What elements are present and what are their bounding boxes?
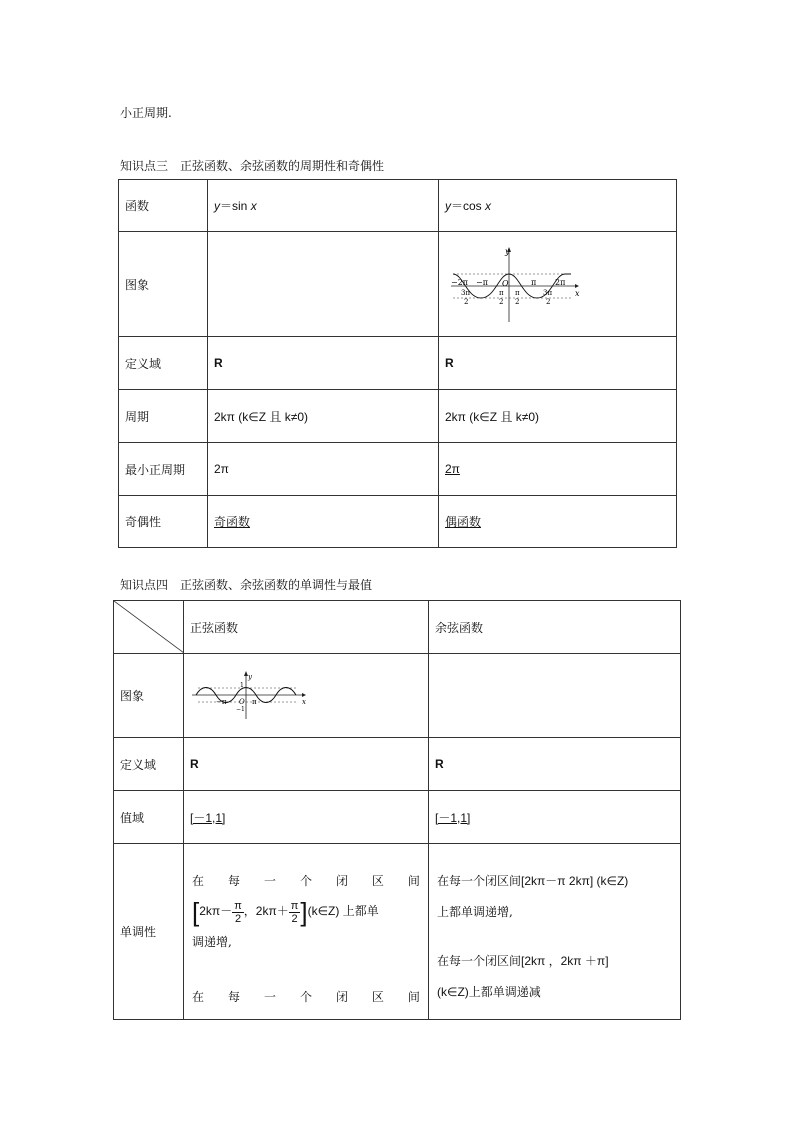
cos-graph-cell xyxy=(439,232,677,337)
range-cos: [－1,1] xyxy=(435,810,471,825)
cos-tick-n3pi2-num: 3π xyxy=(461,289,471,297)
cos-tick-npi2-num: π xyxy=(499,289,504,297)
mono-cos-line3: 在每一个闭区间[2kπ ，2kπ ＋π] xyxy=(437,954,609,968)
sin-graph xyxy=(190,671,310,721)
cos-y-label: y xyxy=(505,247,510,256)
sin-origin-label: O xyxy=(239,697,245,706)
range-sin: [－1,1] xyxy=(190,810,226,825)
section4-table xyxy=(113,600,681,1020)
cos-graph-cell-2 xyxy=(429,654,681,738)
parity-label: 奇偶性 xyxy=(119,496,208,548)
range-label: 值域 xyxy=(114,791,184,844)
period-label: 周期 xyxy=(119,390,208,443)
diagonal-line xyxy=(114,601,184,653)
section3-title: 知识点三 正弦函数、余弦函数的周期性和奇偶性 xyxy=(120,159,385,173)
diagonal-header-cell xyxy=(114,601,184,654)
mono-sin-line1: 在 每 一 个 闭 区 间 xyxy=(192,874,420,888)
sin-tick-pi: π xyxy=(252,697,257,706)
sin-tick-neg-one: −1 xyxy=(236,705,245,713)
cos-tick-pi2-den: 2 xyxy=(515,298,520,306)
period-cos: 2kπ (k∈Z 且 k≠0) xyxy=(439,390,677,443)
cos-graph xyxy=(445,244,585,324)
mono-cos-line2: 上都单调递增, xyxy=(437,905,513,919)
mono-cos-cell xyxy=(429,844,681,1020)
cos-tick-pi: π xyxy=(531,278,537,287)
parity-cos: 偶函数 xyxy=(445,515,482,529)
sin-y-label: y xyxy=(248,672,252,681)
section3-table xyxy=(118,179,677,548)
cos-tick-pi2-num: π xyxy=(515,289,520,297)
mono-sin-line4: 在 每 一 个 闭 区 间 xyxy=(192,990,420,1004)
graph-label-2: 图象 xyxy=(114,654,184,738)
graph-label: 图象 xyxy=(119,232,208,337)
monotonicity-label: 单调性 xyxy=(114,844,184,1020)
sin-tick-npi: −π xyxy=(216,697,227,706)
section4-title: 知识点四 正弦函数、余弦函数的单调性与最值 xyxy=(120,578,373,592)
domain-label: 定义域 xyxy=(119,337,208,390)
domain-cos: R xyxy=(439,337,677,390)
sin-graph-cell xyxy=(208,232,439,337)
cos-origin-label: O xyxy=(502,279,509,288)
mono-cos-line4: (k∈Z)上都单调递减 xyxy=(437,985,541,999)
domain-sin-2: R xyxy=(184,738,429,791)
domain-cos-2: R xyxy=(429,738,681,791)
mono-sin-line3: 调递增, xyxy=(192,935,232,949)
cos-tick-3pi2-num: 3π xyxy=(543,289,553,297)
sin-tick-one: 1 xyxy=(240,681,244,689)
mono-cos-line1: 在每一个闭区间[2kπ－π 2kπ] (k∈Z) xyxy=(437,874,629,888)
mono-sin-cell xyxy=(184,844,429,1020)
cos-tick-n2pi: −2π xyxy=(451,278,469,287)
header-sin: y＝sin x xyxy=(208,180,439,232)
intro-text: 小正周期. xyxy=(120,106,172,120)
minperiod-sin: 2π xyxy=(208,443,439,496)
cos-tick-npi2-den: 2 xyxy=(499,298,504,306)
header-cos: y＝cos x xyxy=(439,180,677,232)
cos-tick-npi: −π xyxy=(476,278,488,287)
mono-sin-interval: [2kπ－ $\frac{\pi}{2}$ ，2kπ＋ $\frac{\pi}{2}$ ](k∈Z) 上都单 xyxy=(192,897,379,927)
parity-sin: 奇函数 xyxy=(214,515,251,529)
minperiod-cos: 2π xyxy=(445,462,460,476)
header-function: 函数 xyxy=(119,180,208,232)
cos-tick-3pi2-den: 2 xyxy=(546,298,551,306)
sin-x-label: x xyxy=(302,697,306,706)
domain-label-2: 定义域 xyxy=(114,738,184,791)
header-sine-function: 正弦函数 xyxy=(184,601,429,654)
sin-graph-cell-2 xyxy=(184,654,429,738)
domain-sin: R xyxy=(208,337,439,390)
cos-tick-2pi: 2π xyxy=(555,278,566,287)
minperiod-label: 最小正周期 xyxy=(119,443,208,496)
cos-x-label: x xyxy=(575,289,580,298)
period-sin: 2kπ (k∈Z 且 k≠0) xyxy=(208,390,439,443)
cos-tick-n3pi2-den: 2 xyxy=(464,298,469,306)
header-cosine-function: 余弦函数 xyxy=(429,601,681,654)
